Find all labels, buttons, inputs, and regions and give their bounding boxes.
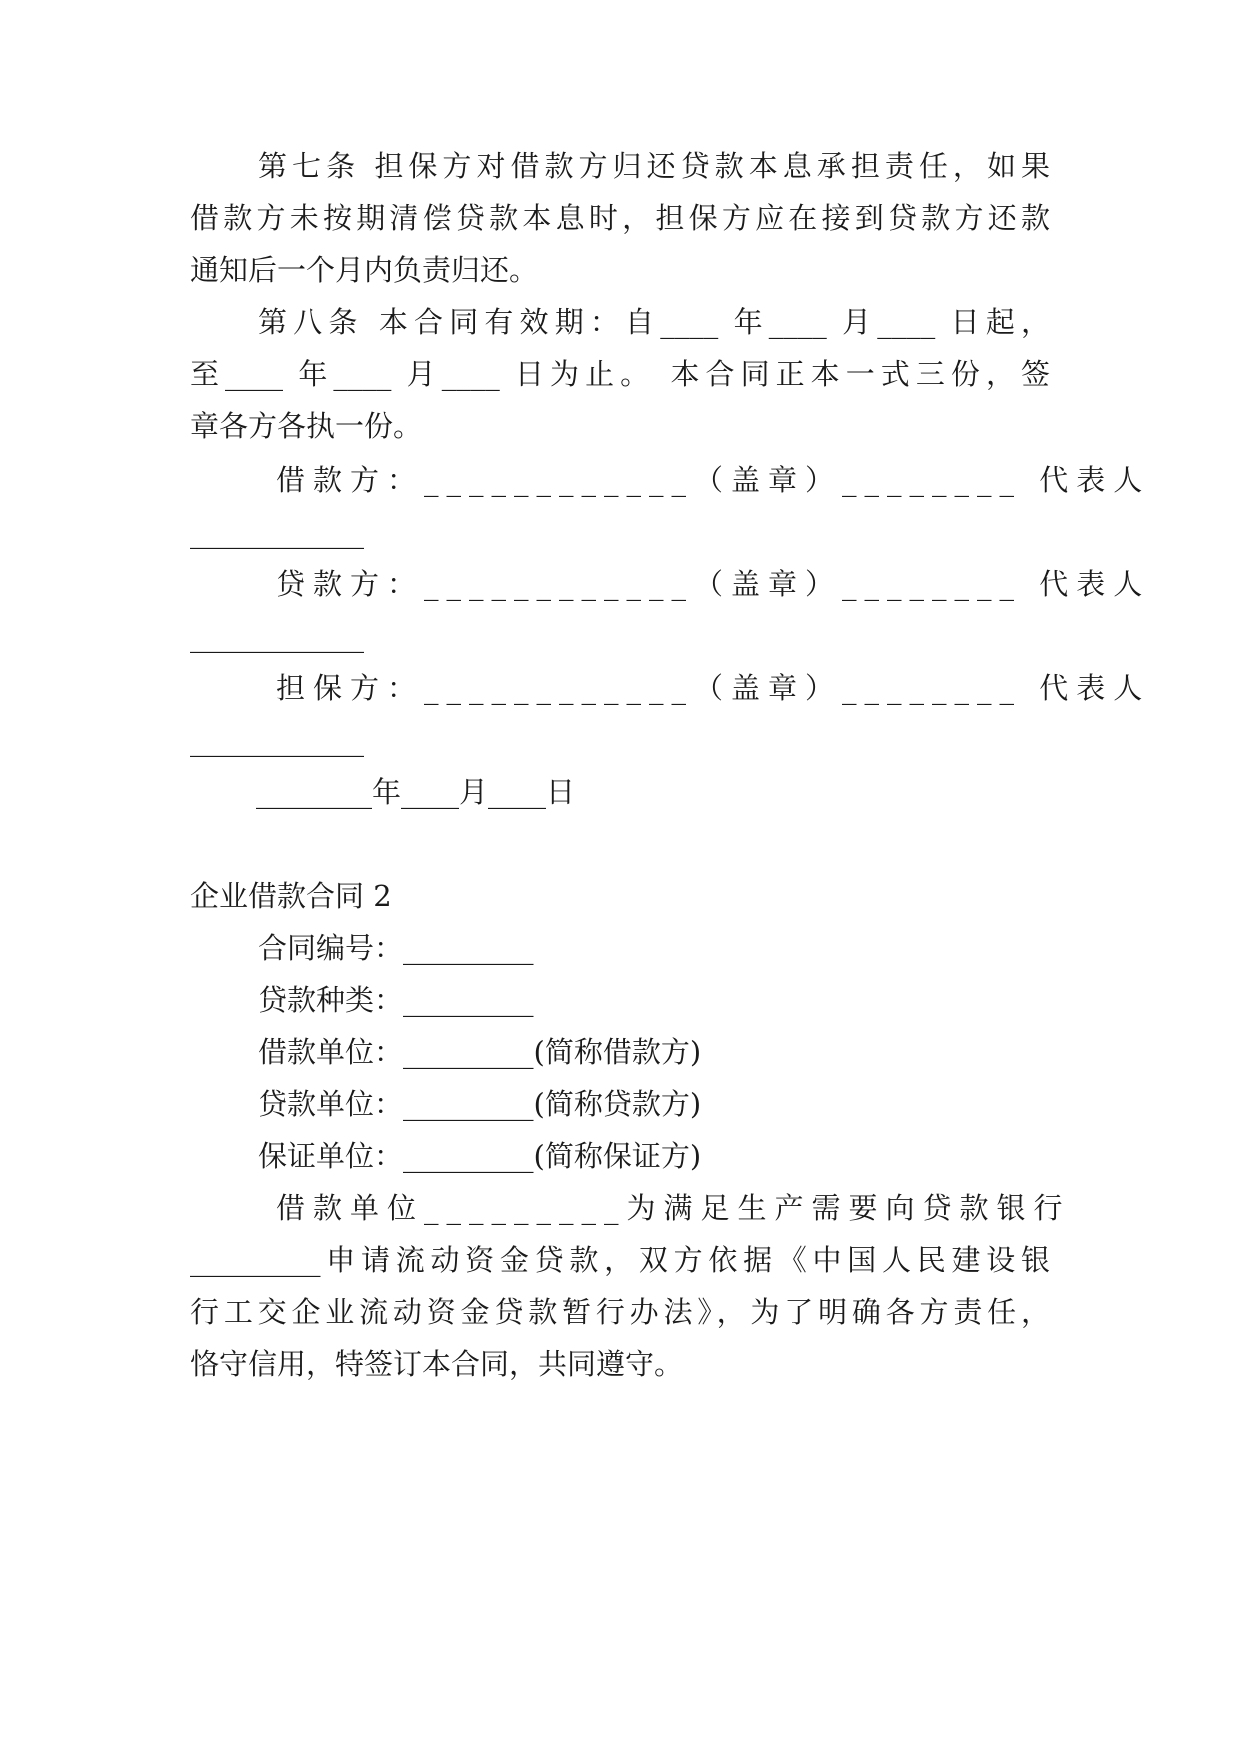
signature-borrower: 借款方：____________（盖章）________ 代表人 bbox=[276, 463, 1151, 497]
contract2-title: 企业借款合同 2 bbox=[190, 879, 392, 913]
article8-line2: 至____ 年____ 月____ 日为止。 本合同正本一式三份，签 bbox=[190, 357, 1050, 391]
contract2-para-line4: 恪守信用，特签订本合同，共同遵守。 bbox=[190, 1347, 684, 1381]
signature-lender: 贷款方：____________（盖章）________ 代表人 bbox=[276, 567, 1151, 601]
contract2-lender-unit: 贷款单位：_________(简称贷款方) bbox=[258, 1087, 702, 1121]
contract2-guarantor-unit: 保证单位：_________(简称保证方) bbox=[258, 1139, 702, 1173]
article8-line1: 第八条 本合同有效期：自____ 年____ 月____ 日起， bbox=[258, 305, 1050, 339]
signature-guarantor: 担保方：____________（盖章）________ 代表人 bbox=[276, 671, 1151, 705]
contract2-borrower-unit: 借款单位：_________(简称借款方) bbox=[258, 1035, 702, 1069]
article7-line2: 借款方未按期清偿贷款本息时，担保方应在接到贷款方还款 bbox=[190, 201, 1050, 235]
signature-lender-cont: ____________ bbox=[190, 619, 364, 653]
contract2-para-line3: 行工交企业流动资金贷款暂行办法》，为了明确各方责任， bbox=[190, 1295, 1050, 1329]
signature-borrower-cont: ____________ bbox=[190, 515, 364, 549]
contract2-para-line1: 借款单位_________为满足生产需要向贷款银行 bbox=[276, 1191, 1071, 1225]
signature-date: ________年____月____日 bbox=[256, 775, 576, 809]
signature-guarantor-cont: ____________ bbox=[190, 723, 364, 757]
contract2-para-line2: _________申请流动资金贷款，双方依据《中国人民建设银 bbox=[190, 1243, 1050, 1277]
contract2-loan-type: 贷款种类：_________ bbox=[258, 983, 534, 1017]
article8-line3: 章各方各执一份。 bbox=[190, 409, 423, 443]
article7-line3: 通知后一个月内负责归还。 bbox=[190, 253, 539, 287]
contract2-contract-no: 合同编号：_________ bbox=[258, 931, 534, 965]
article7-line1: 第七条 担保方对借款方归还贷款本息承担责任，如果 bbox=[258, 149, 1050, 183]
